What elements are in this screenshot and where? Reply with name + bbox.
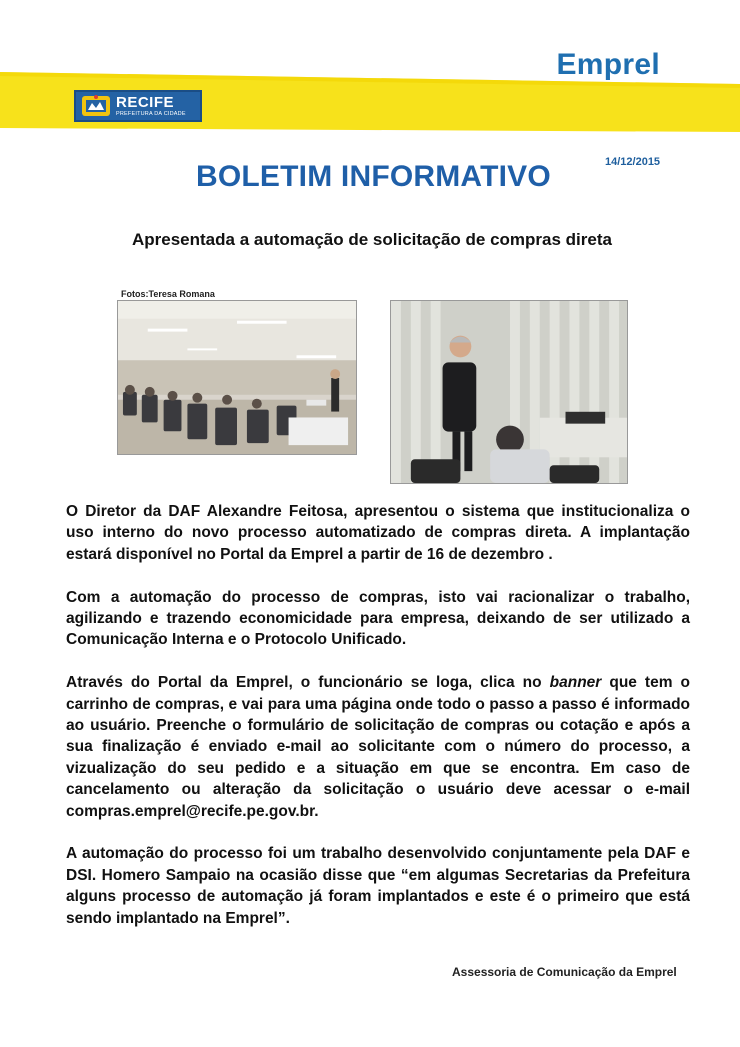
paragraph: O Diretor da DAF Alexandre Feitosa, apresentou o sistema que institucionaliza o uso interno do novo processo automatizado de compras direta. A implantação estará disponível no Portal da Emprel a partir de 16 de dezembro .	[66, 503, 690, 563]
logo-subtitle: PREFEITURA DA CIDADE	[116, 110, 186, 117]
article-headline: Apresentada a automação de solicitação de compras direta	[132, 230, 612, 249]
banner-term: banner	[549, 674, 602, 692]
recife-logo	[74, 90, 202, 122]
paragraph-text: Através do Portal da Emprel, o funcionário se loga, clica no	[66, 674, 550, 692]
paragraph: Com a automação do processo de compras, isto vai racionalizar o trabalho, agilizando e trazendo economicidade para empresa, deixando de ser utilizado a Comunicação Interna e o Protocolo Unificado.	[66, 588, 690, 649]
logo-city: RECIFE	[116, 93, 175, 111]
article-body	[66, 501, 690, 950]
issue-date: 14/12/2015	[605, 156, 661, 168]
meeting-room-photo	[117, 300, 357, 455]
newsletter-title: BOLETIM INFORMATIVO	[196, 160, 551, 193]
photo-credit: Fotos:Teresa Romana	[121, 289, 215, 299]
paragraph-text: que tem o carrinho de compras, e vai para uma página onde todo o passo a passo é informado ao usuário. Preenche o formulário de solicitação de compras ou cotação e após a sua finalização é enviado e-mail ao solicitante com o número do processo, a vizualização do seu pedido e a situação em que se encontra. Em caso de cancelamento ou alteração da solicitação o usuário deve acessar o e-mail compras.emprel@recife.pe.gov.br.	[66, 674, 690, 820]
emprel-brand: Emprel	[556, 48, 660, 81]
paragraph: A automação do processo foi um trabalho desenvolvido conjuntamente pela DAF e DSI. Homero Sampaio na ocasião disse que “em algumas Secretarias da Prefeitura alguns processo de automação já foram implantados e este é o primeiro que está sendo implantado na Emprel”.	[66, 845, 690, 927]
city-crest-icon	[80, 93, 112, 119]
presenter-photo	[390, 300, 628, 484]
paragraph	[66, 672, 690, 822]
signature: Assessoria de Comunicação da Emprel	[452, 965, 677, 979]
